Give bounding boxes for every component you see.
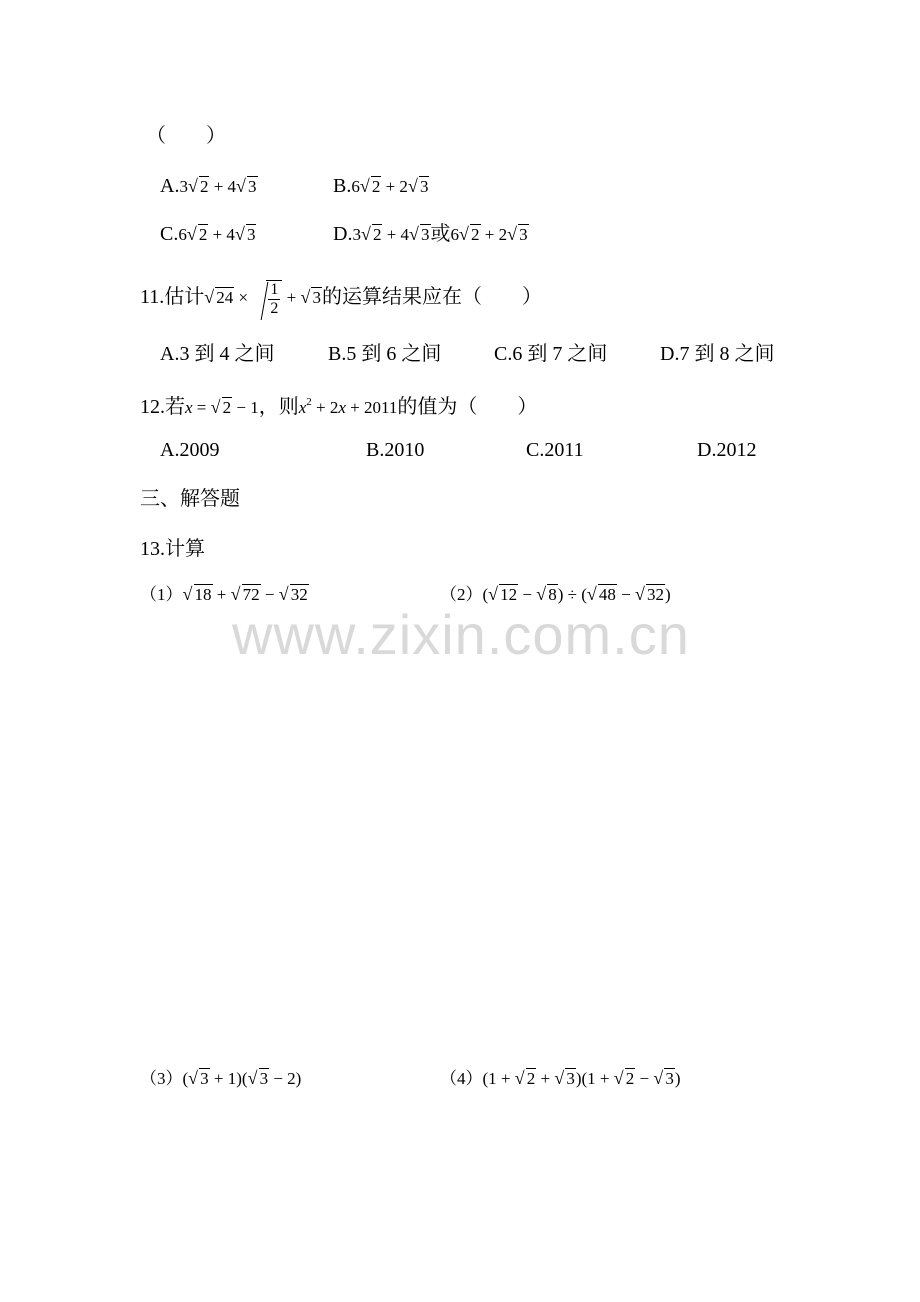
q13-part-1-label: （1） — [140, 585, 183, 604]
q12-option-b: B.2010 — [366, 439, 425, 461]
q10-option-d-label: D. — [333, 223, 353, 245]
q11-prefix: 11.估计 — [140, 285, 205, 308]
q10-option-d-expr2: 6√ 2 + 2√ 3 — [451, 225, 529, 244]
q11-suffix: 的运算结果应在（ ） — [321, 285, 542, 308]
q11-option-b: B.5 到 6 之间 — [328, 343, 442, 365]
q10-option-d — [333, 222, 529, 247]
q13-part-3-expr: (√ 3 + 1)(√ 3 − 2) — [183, 1069, 302, 1088]
section-heading: 三、解答题 — [140, 488, 240, 510]
q12-option-c: C.2011 — [526, 439, 584, 461]
q13-part-4-expr: (1 + √ 2 + √ 3)(1 + √ 2 − √ 3) — [483, 1069, 681, 1088]
q10-option-d-expr1: 3√ 2 + 4√ 3 — [352, 225, 430, 244]
q11-stem — [140, 280, 542, 318]
q13-part-1-expr: √ 18 + √ 72 − √ 32 — [183, 585, 309, 604]
q12-stem — [140, 390, 537, 420]
q10-option-b — [333, 174, 429, 199]
q12-mid: ，则 — [258, 396, 299, 418]
q13-part-4-label: （4） — [440, 1069, 483, 1088]
q10-option-a-label: A. — [160, 175, 180, 197]
watermark: www.zixin.com.cn — [232, 603, 690, 666]
q13-part-3 — [140, 1066, 301, 1091]
q13-part-2-expr: (√ 12 − √ 8) ÷ (√ 48 − √ 32) — [483, 585, 671, 604]
q12-option-a: A.2009 — [160, 439, 220, 461]
q12-suffix: 的值为（ ） — [397, 396, 538, 418]
q10-option-c-label: C. — [160, 223, 179, 245]
q10-option-b-expr: 6√ 2 + 2√ 3 — [351, 177, 429, 196]
q10-option-c-expr: 6√ 2 + 4√ 3 — [178, 225, 256, 244]
q10-option-b-label: B. — [333, 175, 352, 197]
q13-part-2-label: （2） — [440, 585, 483, 604]
q12-expression: $x^2 + 2x + 2011$ — [298, 396, 398, 417]
q10-option-a-expr: 3√ 2 + 4√ 3 — [179, 177, 257, 196]
q11-option-d: D.7 到 8 之间 — [660, 343, 775, 365]
q10-option-d-or: 或 — [430, 223, 451, 245]
q10-answer-paren: （ ） — [146, 125, 226, 147]
q12-condition: x = √ 2 − 1 — [185, 398, 259, 417]
q11-option-c: C.6 到 7 之间 — [494, 343, 608, 365]
q13-part-3-label: （3） — [140, 1069, 183, 1088]
q11-expression: √ 24 × $\frac{1}{2}$ + √ 3 — [204, 288, 322, 307]
q10-option-c — [160, 222, 256, 247]
q12-option-d: D.2012 — [697, 439, 757, 461]
q10-option-a — [160, 174, 258, 199]
q13-part-4 — [440, 1066, 681, 1091]
q12-prefix: 12.若 — [140, 396, 185, 418]
q13-title: 13.计算 — [140, 538, 205, 560]
q11-option-a: A.3 到 4 之间 — [160, 343, 275, 365]
